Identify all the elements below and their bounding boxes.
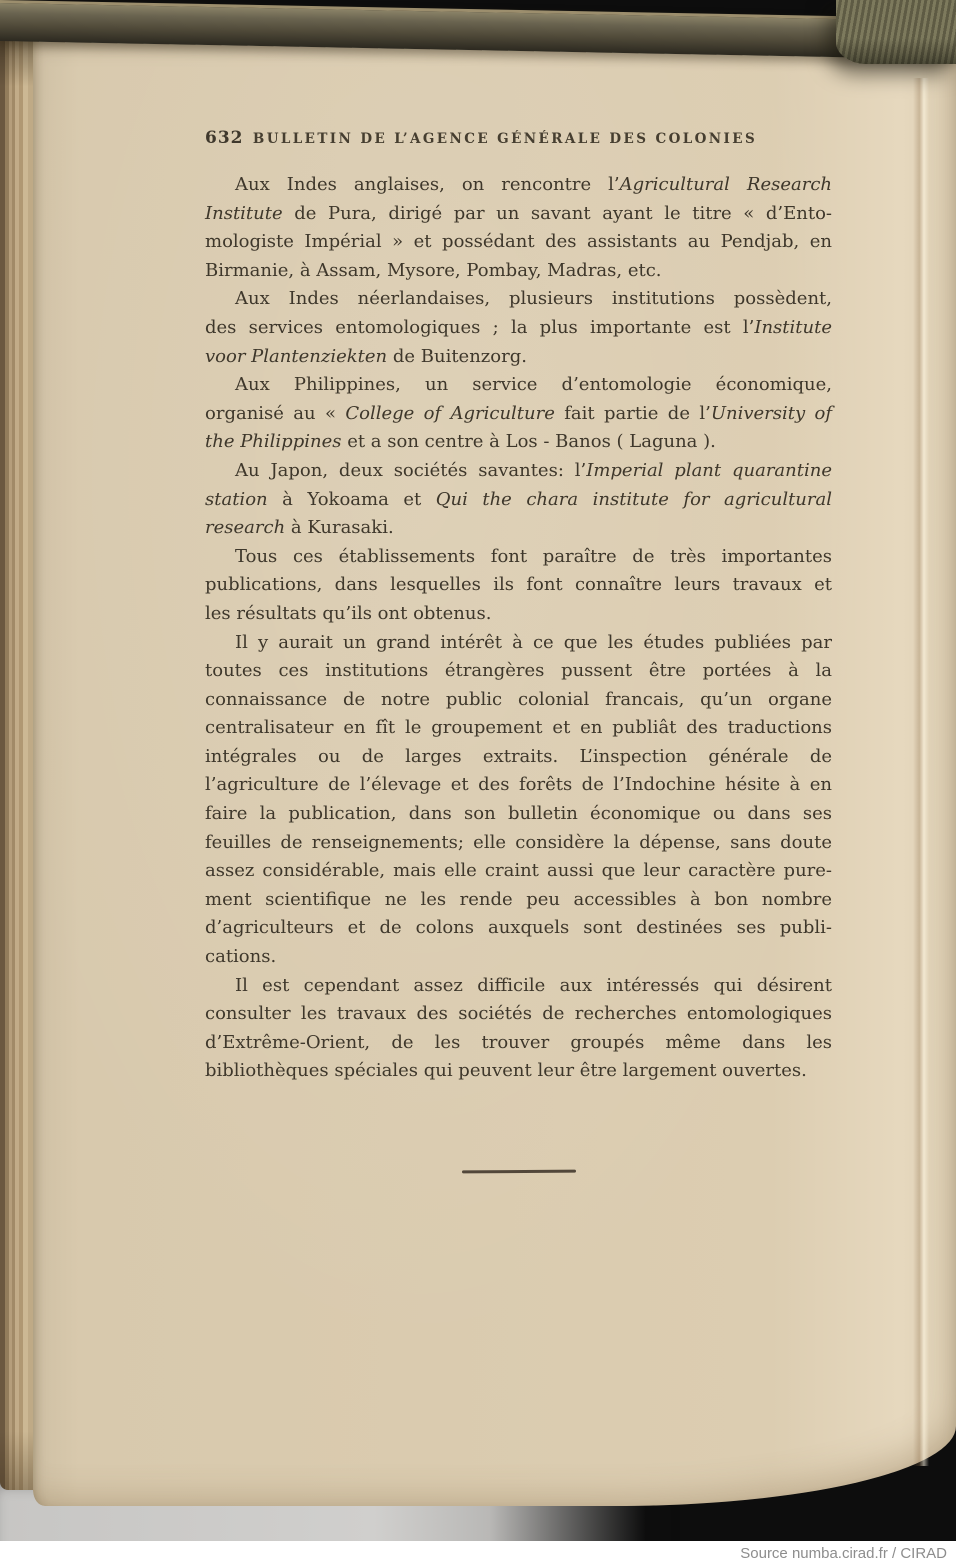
paragraph <box>205 972 832 1086</box>
book-cloth-corner <box>836 0 956 64</box>
paragraph <box>205 543 832 629</box>
text-line: ment scientifique ne les rende peu accessibles à bon nombre <box>205 888 832 910</box>
text-line: voor Plantenziekten de Buitenzorg. <box>205 345 527 367</box>
paragraph <box>205 371 832 457</box>
text-line: publications, dans lesquelles ils font connaître leurs travaux et <box>205 574 832 596</box>
paragraph <box>205 457 832 543</box>
text-line: l’agriculture de l’élevage et des forêts de l’Indochine hésite à en <box>205 774 832 796</box>
text-line: bibliothèques spéciales qui peuvent leur être largement ouvertes. <box>205 1060 807 1082</box>
text-line: organisé au « College of Agriculture fait partie de l’University of <box>205 402 833 424</box>
text-line: feuilles de renseignements; elle considère la dépense, sans doute <box>205 831 832 853</box>
text-line: the Philippines et a son centre à Los - Banos ( Laguna ). <box>205 431 716 453</box>
source-credit-text: Source numba.cirad.fr / CIRAD <box>740 1545 947 1562</box>
text-line: station à Yokoama et Qui the chara institute for agricultural <box>205 488 832 510</box>
text-line: des services entomologiques ; la plus importante est l’Institute <box>205 316 832 338</box>
text-line: toutes ces institutions étrangères pussent être portées à la <box>205 660 832 682</box>
text-line: Il est cependant assez difficile aux intéressés qui désirent <box>235 974 832 996</box>
text-line: consulter les travaux des sociétés de recherches entomologiques <box>205 1003 832 1025</box>
text-line: Aux Philippines, un service d’entomologie économique, <box>235 374 832 396</box>
text-line: Au Japon, deux sociétés savantes: l’Imperial plant quarantine <box>235 459 832 481</box>
page-edge-stack <box>0 28 34 1490</box>
text-line: Birmanie, à Assam, Mysore, Pombay, Madras, etc. <box>205 259 662 281</box>
text-line: centralisateur en fît le groupement et en publiât des traductions <box>205 717 832 739</box>
text-line: les résultats qu’ils ont obtenus. <box>205 602 492 624</box>
page-crease <box>913 78 929 1466</box>
text-line: d’Extrême-Orient, de les trouver groupés même dans les <box>205 1031 832 1053</box>
running-header: BULLETIN DE L’AGENCE GÉNÉRALE DES COLONIES <box>252 131 758 147</box>
text-line: faire la publication, dans son bulletin économique ou dans ses <box>205 803 832 825</box>
paragraph <box>205 285 832 371</box>
page-number: 632 <box>205 128 244 148</box>
text-block <box>205 171 832 1086</box>
text-line: connaissance de notre public colonial francais, qu’un organe <box>205 688 832 710</box>
text-line: mologiste Impérial » et possédant des assistants au Pendjab, en <box>205 231 832 253</box>
text-line: d’agriculteurs et de colons auxquels sont destinées ses publi- <box>205 917 832 939</box>
paragraph <box>205 629 832 972</box>
text-line: intégrales ou de larges extraits. L’inspection générale de <box>205 745 832 767</box>
paragraph <box>205 171 832 285</box>
text-line: Tous ces établissements font paraître de très importantes <box>235 545 832 567</box>
text-line: Il y aurait un grand intérêt à ce que les études publiées par <box>235 631 832 653</box>
text-line: Aux Indes néerlandaises, plusieurs institutions possèdent, <box>235 288 832 310</box>
text-line: Institute de Pura, dirigé par un savant ayant le titre « d’Ento- <box>205 202 832 224</box>
text-line: Aux Indes anglaises, on rencontre l’Agricultural Research <box>235 174 832 195</box>
text-line: cations. <box>205 946 277 968</box>
text-line: assez considérable, mais elle craint aussi que leur caractère pure- <box>205 860 832 882</box>
text-line: research à Kurasaki. <box>205 517 394 539</box>
source-credit-bar <box>0 1541 956 1566</box>
